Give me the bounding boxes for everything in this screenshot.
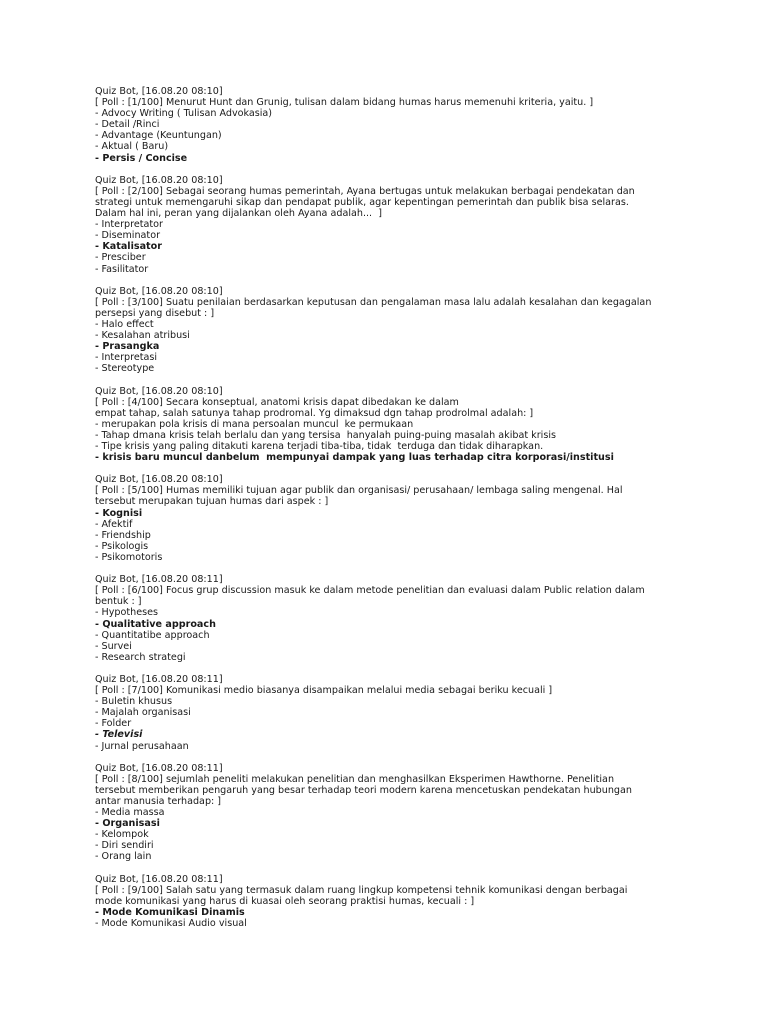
poll-option: - Psikomotoris	[95, 551, 163, 563]
quiz-block	[95, 763, 655, 863]
message-header: Quiz Bot, [16.08.20 08:10]	[95, 285, 223, 297]
poll-option-answer: - krisis baru muncul danbelum mempunyai dampak yang luas terhadap citra korporasi/institusi	[95, 452, 614, 464]
quiz-block	[95, 86, 655, 164]
quiz-block	[95, 874, 655, 929]
poll-option: - Interpretator	[95, 219, 163, 231]
poll-option-answer: - Qualitative approach	[95, 618, 216, 630]
poll-option: - Aktual ( Baru)	[95, 141, 169, 153]
poll-option: - Folder	[95, 718, 132, 730]
poll-option: - Survei	[95, 640, 132, 652]
poll-option-answer: - Persis / Concise	[95, 152, 188, 164]
poll-option: - Interpretasi	[95, 352, 158, 364]
poll-option: - Hypotheses	[95, 607, 159, 619]
poll-option: - Friendship	[95, 529, 151, 541]
poll-question: [ Poll : [5/100] Humas memiliki tujuan agar publik dan organisasi/ perusahaan/ lembaga saling mengenal. Hal tersebut merupakan tujuan humas dari aspek : ]	[95, 485, 626, 508]
poll-option-answer: - Organisasi	[95, 818, 160, 830]
poll-option: - Media massa	[95, 807, 165, 819]
message-header: Quiz Bot, [16.08.20 08:11]	[95, 762, 223, 774]
poll-option: - Afektif	[95, 518, 133, 530]
poll-option: - Advocy Writing ( Tulisan Advokasia)	[95, 108, 273, 120]
message-header: Quiz Bot, [16.08.20 08:10]	[95, 385, 223, 397]
poll-option: - Majalah organisasi	[95, 707, 191, 719]
poll-option: - Quantitatibe approach	[95, 629, 210, 641]
poll-option-answer: - Kognisi	[95, 507, 143, 519]
document-page	[95, 86, 655, 940]
poll-option: - Buletin khusus	[95, 696, 173, 708]
poll-question: [ Poll : [3/100] Suatu penilaian berdasarkan keputusan dan pengalaman masa lalu adalah kesalahan dan kegagalan persepsi yang disebut : ]	[95, 296, 655, 319]
poll-option: - Orang lain	[95, 851, 152, 863]
quiz-block	[95, 286, 655, 375]
poll-option-answer: - Mode Komunikasi Dinamis	[95, 906, 245, 918]
poll-question: [ Poll : [8/100] sejumlah peneliti melakukan penelitian dan menghasilkan Eksperimen Hawthorne. Penelitian tersebut memberikan pengaruh yang besar terhadap teori modern karena mencetuskan pendekatan hubungan antar manusia terhadap: ]	[95, 773, 636, 807]
poll-option: - Research strategi	[95, 651, 186, 663]
poll-option-answer: - Televisi	[95, 729, 143, 741]
quiz-block	[95, 574, 655, 663]
poll-option: - Halo effect	[95, 318, 154, 330]
poll-option: - Tahap dmana krisis telah berlalu dan yang tersisa hanyalah puing-puing masalah akibat krisis	[95, 429, 556, 441]
poll-option: - Diseminator	[95, 230, 161, 242]
message-header: Quiz Bot, [16.08.20 08:10]	[95, 474, 223, 486]
poll-question: [ Poll : [1/100] Menurut Hunt dan Grunig, tulisan dalam bidang humas harus memenuhi kriteria, yaitu. ]	[95, 97, 594, 109]
poll-option: - Diri sendiri	[95, 840, 154, 852]
poll-option: - Presciber	[95, 252, 146, 264]
poll-option: - merupakan pola krisis di mana persoalan muncul ke permukaan	[95, 418, 414, 430]
quiz-block	[95, 674, 655, 752]
poll-question: [ Poll : [6/100] Focus grup discussion masuk ke dalam metode penelitian dan evaluasi dalam Public relation dalam bentuk : ]	[95, 585, 648, 608]
poll-option: - Kesalahan atribusi	[95, 330, 190, 342]
poll-option-answer: - Katalisator	[95, 241, 162, 253]
poll-question: [ Poll : [4/100] Secara konseptual, anatomi krisis dapat dibedakan ke dalam empat tahap, salah satunya tahap prodromal. Yg dimaksud dgn tahap prodrolmal adalah: ]	[95, 396, 534, 419]
poll-option: - Detail /Rinci	[95, 119, 160, 131]
message-header: Quiz Bot, [16.08.20 08:10]	[95, 174, 223, 186]
message-header: Quiz Bot, [16.08.20 08:10]	[95, 86, 223, 97]
message-header: Quiz Bot, [16.08.20 08:11]	[95, 673, 223, 685]
poll-option: - Tipe krisis yang paling ditakuti karena terjadi tiba-tiba, tidak terduga dan tidak diharapkan.	[95, 441, 544, 452]
quiz-block	[95, 474, 655, 563]
poll-question: [ Poll : [7/100] Komunikasi medio biasanya disampaikan melalui media sebagai beriku kecuali ]	[95, 685, 553, 697]
poll-question: [ Poll : [9/100] Salah satu yang termasuk dalam ruang lingkup kompetensi tehnik komunikasi dengan berbagai mode komunikasi yang harus di kuasai oleh seorang praktisi humas, kecuali : ]	[95, 884, 631, 907]
poll-option: - Advantage (Keuntungan)	[95, 130, 222, 142]
poll-option: - Kelompok	[95, 829, 149, 841]
poll-question: [ Poll : [2/100] Sebagai seorang humas pemerintah, Ayana bertugas untuk melakukan berbagai pendekatan dan strategi untuk memengaruhi sikap dan pendapat publik, agar kepentingan pemerintah dan publik bisa selaras. Dalam hal ini, peran yang dijalankan oleh Ayana adalah... ]	[95, 185, 638, 220]
message-header: Quiz Bot, [16.08.20 08:11]	[95, 873, 223, 885]
message-header: Quiz Bot, [16.08.20 08:11]	[95, 574, 223, 586]
quiz-block	[95, 386, 655, 464]
poll-option: - Psikologis	[95, 540, 149, 552]
poll-option: - Fasilitator	[95, 263, 149, 275]
poll-option: - Mode Komunikasi Audio visual	[95, 918, 247, 930]
poll-option: - Jurnal perusahaan	[95, 740, 189, 752]
poll-option-answer: - Prasangka	[95, 341, 160, 353]
poll-option: - Stereotype	[95, 363, 155, 375]
quiz-block	[95, 175, 655, 275]
